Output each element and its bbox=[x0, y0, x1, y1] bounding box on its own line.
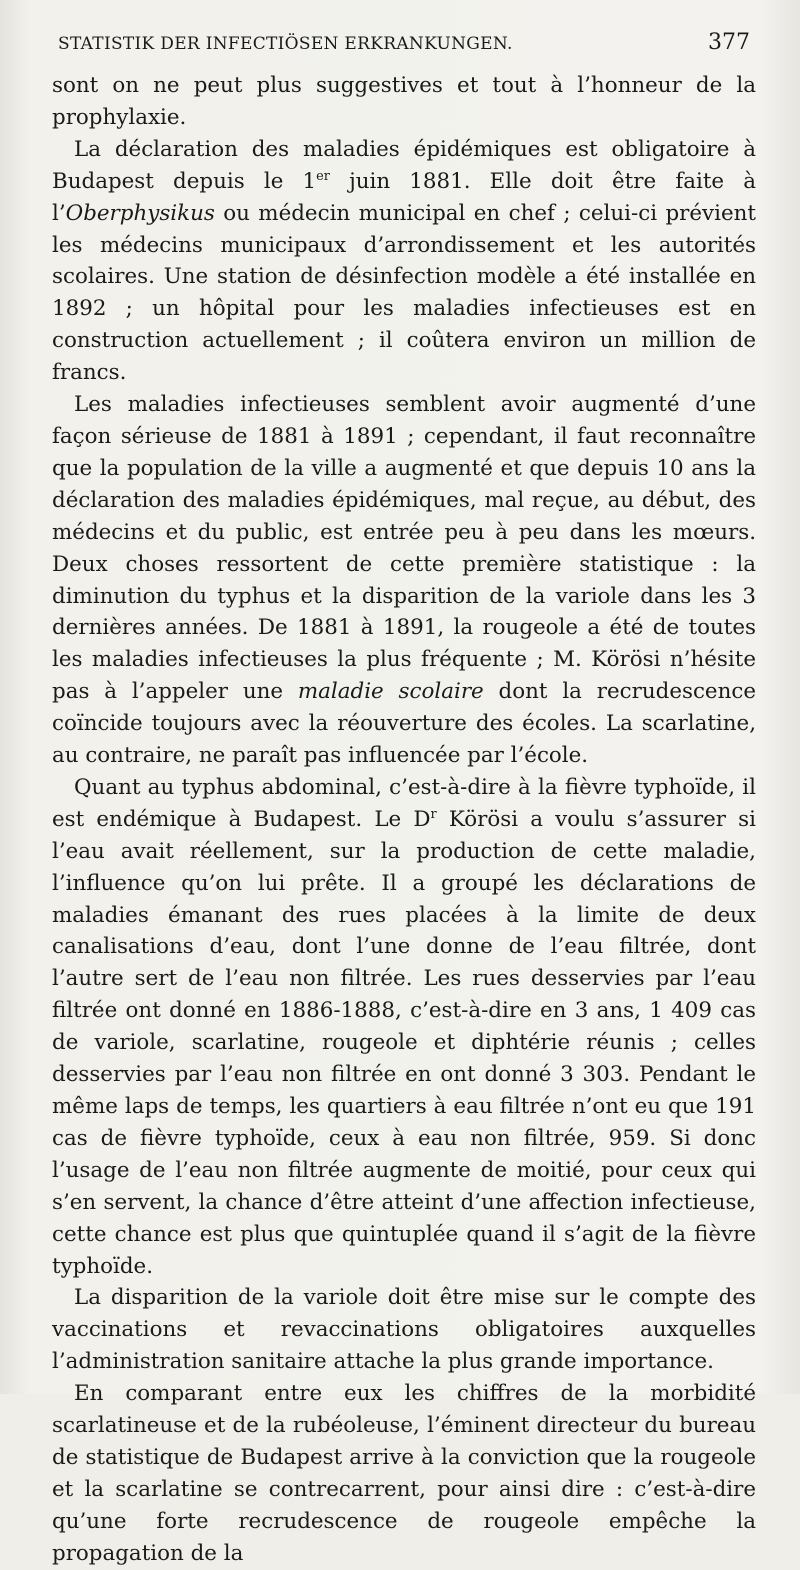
text-run: ou médecin municipal en chef ; celui-ci prévient les médecins municipaux d’arrondissement et les autorités scolaires. Une station de désinfection modèle a été installée en 1892 ; un hôpital pour les maladies infectieuses est en construction actuellement ; il coûtera environ un million de francs. bbox=[52, 200, 756, 386]
page-number: 377 bbox=[708, 30, 750, 55]
paragraph bbox=[52, 772, 756, 1283]
paragraph bbox=[52, 134, 756, 389]
italic-text: Oberphysikus bbox=[65, 200, 215, 226]
text-run: Körösi a voulu s’assurer si l’eau avait réellement, sur la production de cette maladie, l’influence qu’on lui prête. Il a groupé les déclarations de maladies émanant des rues placées à la limite de deux canalisations d’eau, dont l’une donne de l’eau filtrée, dont l’autre sert de l’eau non filtrée. Les rues desservies par l’eau filtrée ont donné en 1886-1888, c’est-à-dire en 3 ans, 1 409 cas de variole, scarlatine, rougeole et diphtérie réunis ; celles desservies par l’eau non filtrée en ont donné 3 303. Pendant le même laps de temps, les quartiers à eau filtrée n’ont eu que 191 cas de fièvre typhoïde, ceux à eau non filtrée, 959. Si donc l’usage de l’eau non filtrée augmente de moitié, pour ceux qui s’en servent, la chance d’être atteint d’une affection infectieuse, cette chance est plus que quintuplée quand il s’agit de la fièvre typhoïde. bbox=[52, 806, 756, 1279]
superscript: r bbox=[430, 806, 437, 822]
text-run: La déclaration des maladies épidémiques est obligatoire à Budapest depuis le 1 bbox=[52, 136, 756, 194]
page-header bbox=[58, 30, 758, 55]
paragraph: La disparition de la variole doit être mise sur le compte des vaccinations et revaccinations obligatoires auxquelles l’administration sanitaire attache la plus grande importance. bbox=[52, 1285, 756, 1375]
running-head: STATISTIK DER INFECTIÖSEN ERKRANKUNGEN. bbox=[58, 34, 513, 54]
body-text bbox=[52, 70, 756, 1570]
text-run: Les maladies infectieuses semblent avoir augmenté d’une façon sérieuse de 1881 à 1891 ; cependant, il faut reconnaître que la population de la ville a augmenté et que depuis 10 ans la déclaration des maladies épidémiques, mal reçue, au début, des médecins et du public, est entrée peu à peu dans les mœurs. Deux choses ressortent de cette première statistique : la diminution du typhus et la disparition de la variole dans les 3 dernières années. De 1881 à 1891, la rougeole a été de toutes les maladies infectieuses la plus fréquente ; M. Körösi n’hésite pas à l’appeler une bbox=[52, 392, 756, 705]
superscript: er bbox=[316, 168, 330, 184]
paragraph: sont on ne peut plus suggestives et tout à l’honneur de la prophylaxie. bbox=[52, 73, 756, 130]
paragraph: En comparant entre eux les chiffres de la morbidité scarlatineuse et de la rubéoleuse, l’éminent directeur du bureau de statistique de Budapest arrive à la conviction que la rougeole et la scarlatine se contrecarrent, pour ainsi dire : c’est-à-dire qu’une forte recrudescence de rougeole empêche la propagation de la bbox=[52, 1381, 756, 1566]
text-run: juin 1881. Elle doit être faite à l’ bbox=[52, 168, 757, 226]
text-run: Quant au typhus abdominal, c’est-à-dire à la fièvre typhoïde, il est endémique à Budapest. Le D bbox=[52, 774, 756, 832]
italic-text: maladie scolaire bbox=[297, 679, 484, 705]
text-run: dont la recrudescence coïncide toujours avec la réouverture des écoles. La scarlatine, au contraire, ne paraît pas influencée par l’école. bbox=[52, 679, 757, 769]
paragraph bbox=[52, 389, 756, 772]
